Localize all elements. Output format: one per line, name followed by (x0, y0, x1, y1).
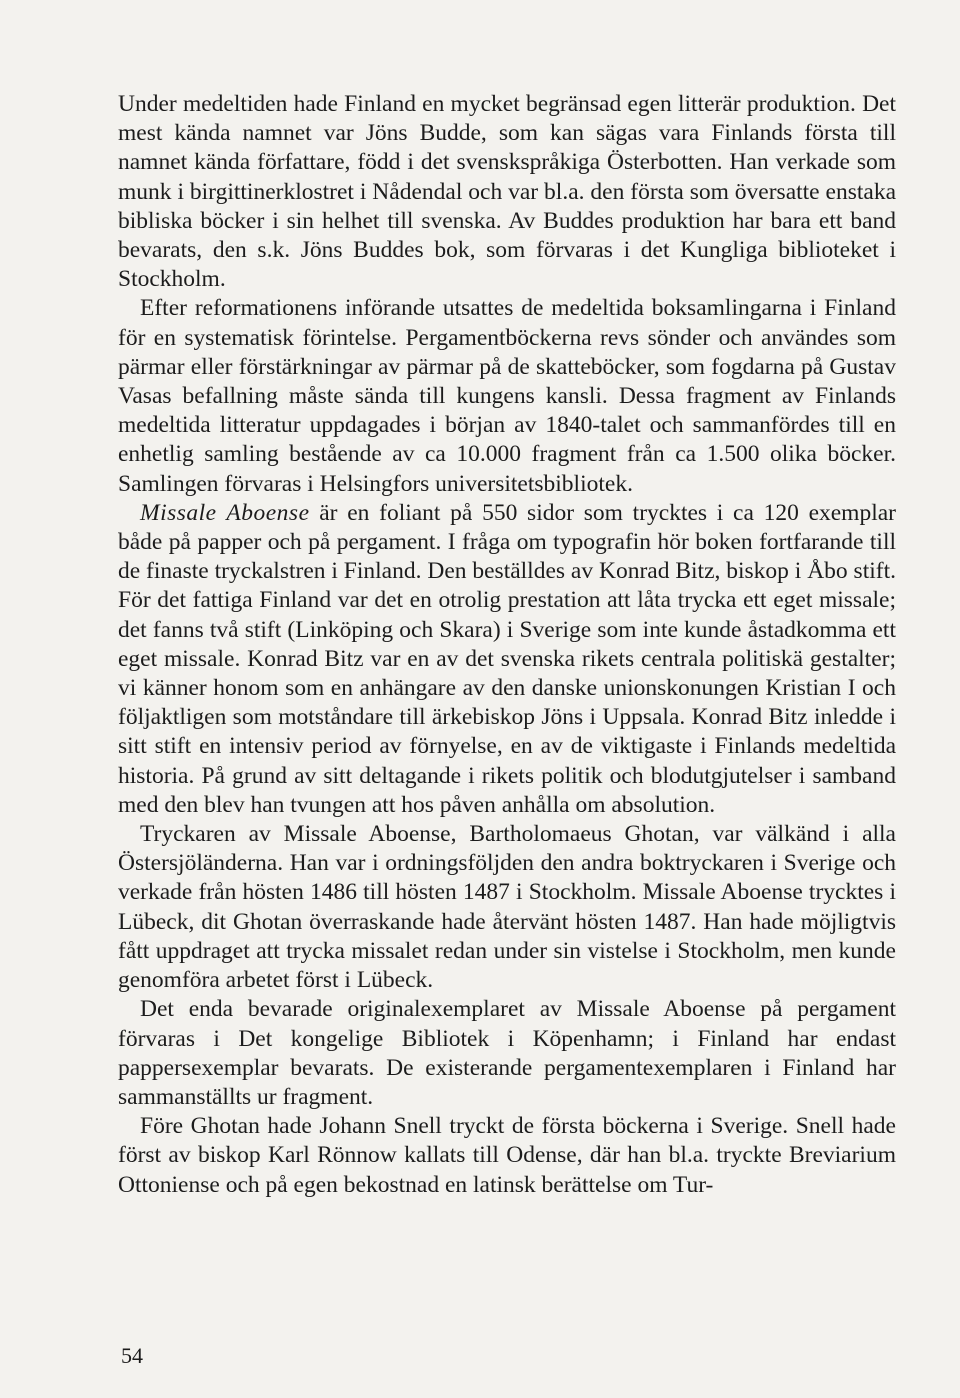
page-number: 54 (121, 1343, 143, 1368)
paragraph-5: Det enda bevarade originalexemplaret av Missale Aboense på pergament förvaras i Det kongelige Bibliotek i Köpenhamn; i Finland har endast pappersexemplar bevarats. De existerande pergamentexemplaren i Finland har sammanställts ur fragment. (118, 996, 896, 1110)
paragraph-1: Under medeltiden hade Finland en mycket begränsad egen litterär produktion. Det mest kända namnet var Jöns Budde, som kan sägas vara Finlands första till namnet kända författare, född i det svenskspråkiga Österbotten. Han verkade som munk i birgittinerklostret i Nådendal och var bl.a. den första som översatte enstaka bibliska böcker i sin helhet till svenska. Av Buddes produktion har bara ett band bevarats, den s.k. Jöns Buddes bok, som förvaras i det Kungliga biblioteket i Stockholm. (118, 91, 896, 293)
paragraph-3 (118, 499, 896, 820)
body-text (118, 90, 896, 1200)
paragraph-2: Efter reformationens införande utsattes de medeltida boksamlingarna i Finland för en systematisk förintelse. Pergamentböckerna revs sönder och användes som pärmar eller förstärkningar av pärmar på de skatteböcker, som fogdarna på Gustav Vasas befallning måste sända till kungens kansli. Dessa fragment av Finlands medeltida litteratur uppdagades i början av 1840-talet och sammanfördes till en enhetlig samling bestående av ca 10.000 fragment från ca 1.500 olika böcker. Samlingen förvaras i Helsingfors universitetsbibliotek. (118, 295, 896, 497)
paragraph-4: Tryckaren av Missale Aboense, Bartholomaeus Ghotan, var välkänd i alla Östersjöländerna. Han var i ordningsföljden den andra boktryckaren i Sverige och verkade från hösten 1486 till hösten 1487 i Stockholm. Missale Aboense trycktes i Lübeck, dit Ghotan överraskande hade återvänt hösten 1487. Han hade möjligtvis fått uppdraget att trycka missalet redan under sin vistelse i Stockholm, men kunde genomföra arbetet först i Lübeck. (118, 821, 896, 994)
italic-title: Missale Aboense (140, 499, 310, 526)
paragraph-6: Före Ghotan hade Johann Snell tryckt de första böckerna i Sverige. Snell hade först av biskop Karl Rönnow kallats till Odense, där han bl.a. tryckte Breviarium Ottoniense och på egen bekostnad en latinsk berättelse om Tur- (118, 1113, 896, 1198)
paragraph-3-text: är en foliant på 550 sidor som trycktes i ca 120 exemplar både på papper och på pergament. I fråga om typografin hör boken fortfarande till de finaste tryckalstren i Finland. Den beställdes av Konrad Bitz, biskop i Åbo stift. För det fattiga Finland var det en otrolig prestation att låta trycka ett eget missale; det fanns två stift (Linköping och Skara) i Sverige som inte kunde åstadkomma ett eget missale. Konrad Bitz var en av det svenska rikets centrala politiskä gestalter; vi känner honom som en anhängare av den danske unionskonungen Kristian I och följaktligen som motståndare till ärkebiskop Jöns i Uppsala. Konrad Bitz inledde i sitt stift en intensiv period av förnyelse, en av de viktigaste i Finlands medeltida historia. På grund av sitt deltagande i rikets politik och blodutgjutelser i samband med den blev han tvungen att hos påven anhålla om absolution. (118, 499, 896, 818)
